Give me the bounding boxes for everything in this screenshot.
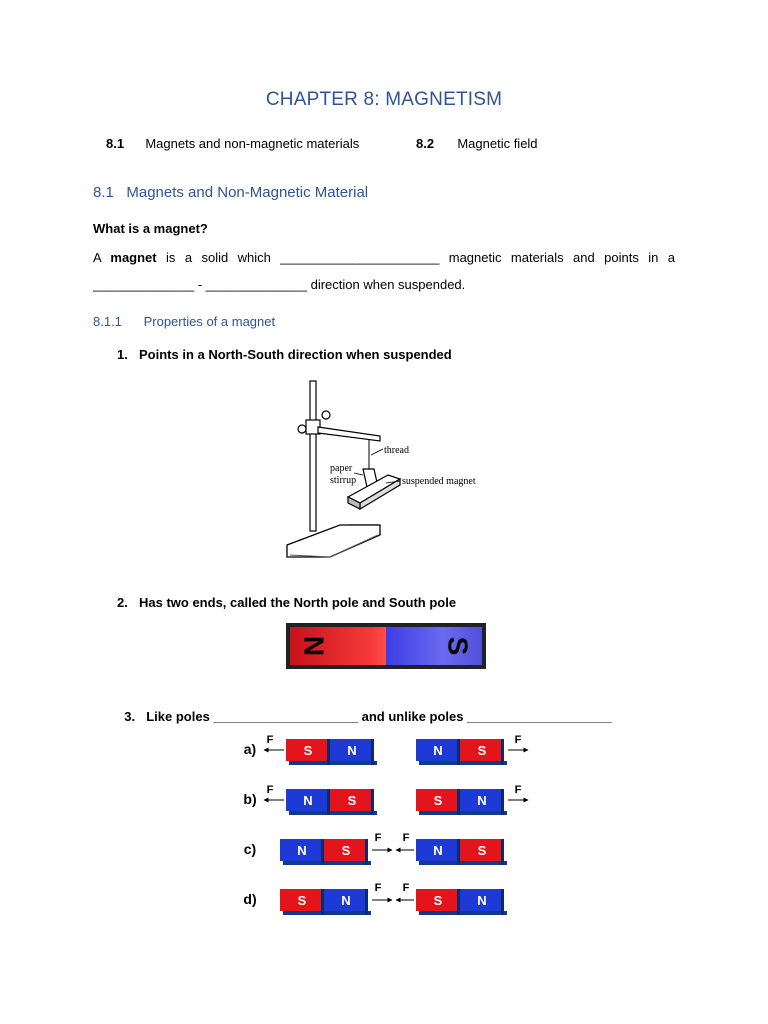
magnet-shadow <box>283 861 371 865</box>
row-label: d) <box>243 891 257 907</box>
label-thread: thread <box>384 445 409 456</box>
magnet-shadow <box>289 761 377 765</box>
magnet-edge <box>365 889 368 915</box>
force-label: F <box>402 832 410 844</box>
force-label: F <box>514 784 522 796</box>
row-label: a) <box>243 741 257 757</box>
clamp-screw <box>298 425 306 433</box>
pole-label: S <box>433 893 443 908</box>
force-label: F <box>374 882 382 894</box>
magnet-shadow <box>419 861 507 865</box>
bar-magnet-figure <box>286 623 486 669</box>
pole-label: N <box>341 893 351 908</box>
row-label: b) <box>243 791 257 807</box>
pole-label: N <box>303 793 313 808</box>
magnet-edge <box>501 739 504 765</box>
magnet-edge <box>457 889 460 915</box>
magnet-edge <box>457 739 460 765</box>
definition-text: is a solid which ______________________ magnetic materials and points in a <box>166 250 675 265</box>
toc-item-8-1[interactable] <box>106 136 359 151</box>
magnet-edge <box>321 889 324 915</box>
magnet-edge <box>501 889 504 915</box>
pole-label: S <box>347 793 357 808</box>
definition-line-1 <box>93 250 675 265</box>
pole-label: S <box>477 743 487 758</box>
pole-label: S <box>433 793 443 808</box>
magnet-edge <box>457 839 460 865</box>
pole-label: S <box>297 893 307 908</box>
magnet-edge <box>371 789 374 815</box>
list-number: 1. <box>117 347 128 362</box>
force-label: F <box>266 734 274 746</box>
list-item <box>117 595 456 610</box>
definition-keyword: magnet <box>110 250 157 265</box>
pole-label: N <box>433 743 443 758</box>
row-label: c) <box>243 841 257 857</box>
magnet-edge <box>327 739 330 765</box>
pole-label: N <box>477 793 487 808</box>
list-number: 2. <box>117 595 128 610</box>
force-label: F <box>374 832 382 844</box>
leader-line <box>371 449 383 455</box>
list-text: Like poles ____________________ and unlike poles ____________________ <box>146 709 612 724</box>
toc-item-8-2[interactable] <box>416 136 538 151</box>
pole-label: S <box>303 743 313 758</box>
label-suspended-magnet: suspended magnet <box>402 476 476 487</box>
pole-label: N <box>477 893 487 908</box>
force-label: F <box>402 882 410 894</box>
toc-number: 8.2 <box>416 136 435 151</box>
pole-label: S <box>341 843 351 858</box>
north-label: N <box>298 635 330 657</box>
list-number: 3. <box>124 709 136 724</box>
list-text: Has two ends, called the North pole and South pole <box>139 595 457 610</box>
stand-arm <box>318 427 380 441</box>
list-item <box>117 347 452 362</box>
toc-label: Magnetic field <box>457 136 538 151</box>
force-label: F <box>514 734 522 746</box>
stand-rod <box>310 381 316 531</box>
list-item <box>117 694 612 724</box>
suspended-magnet-figure <box>270 375 500 570</box>
magnet-edge <box>501 839 504 865</box>
question-text: What is a magnet? <box>93 221 208 236</box>
subsection-heading: 8.1.1 Properties of a magnet <box>93 314 276 329</box>
magnet-shadow <box>419 811 507 815</box>
definition-word: A <box>93 250 101 265</box>
magnet-edge <box>457 789 460 815</box>
definition-line-2: ______________ - ______________ direction when suspended. <box>93 277 466 292</box>
magnet-edge <box>501 789 504 815</box>
magnet-edge <box>365 839 368 865</box>
section-heading: 8.1 Magnets and Non-Magnetic Material <box>93 184 369 201</box>
magnet-shadow <box>419 761 507 765</box>
south-label: S <box>442 636 474 656</box>
pole-label: S <box>477 843 487 858</box>
label-stirrup: stirrup <box>330 475 357 486</box>
label-paper: paper <box>330 463 353 474</box>
pole-interaction-figure <box>230 725 540 925</box>
magnet-edge <box>321 839 324 865</box>
clamp-screw <box>322 411 330 419</box>
magnet-shadow <box>283 911 371 915</box>
magnet-edge <box>371 739 374 765</box>
toc-number: 8.1 <box>106 136 125 151</box>
magnet-shadow <box>289 811 377 815</box>
pole-label: N <box>433 843 443 858</box>
toc-label: Magnets and non-magnetic materials <box>145 136 360 151</box>
magnet-shadow <box>419 911 507 915</box>
magnet-edge <box>327 789 330 815</box>
force-label: F <box>266 784 274 796</box>
list-text: Points in a North-South direction when suspended <box>139 347 452 362</box>
page-title: CHAPTER 8: MAGNETISM <box>265 89 503 110</box>
pole-label: N <box>347 743 357 758</box>
pole-label: N <box>297 843 307 858</box>
